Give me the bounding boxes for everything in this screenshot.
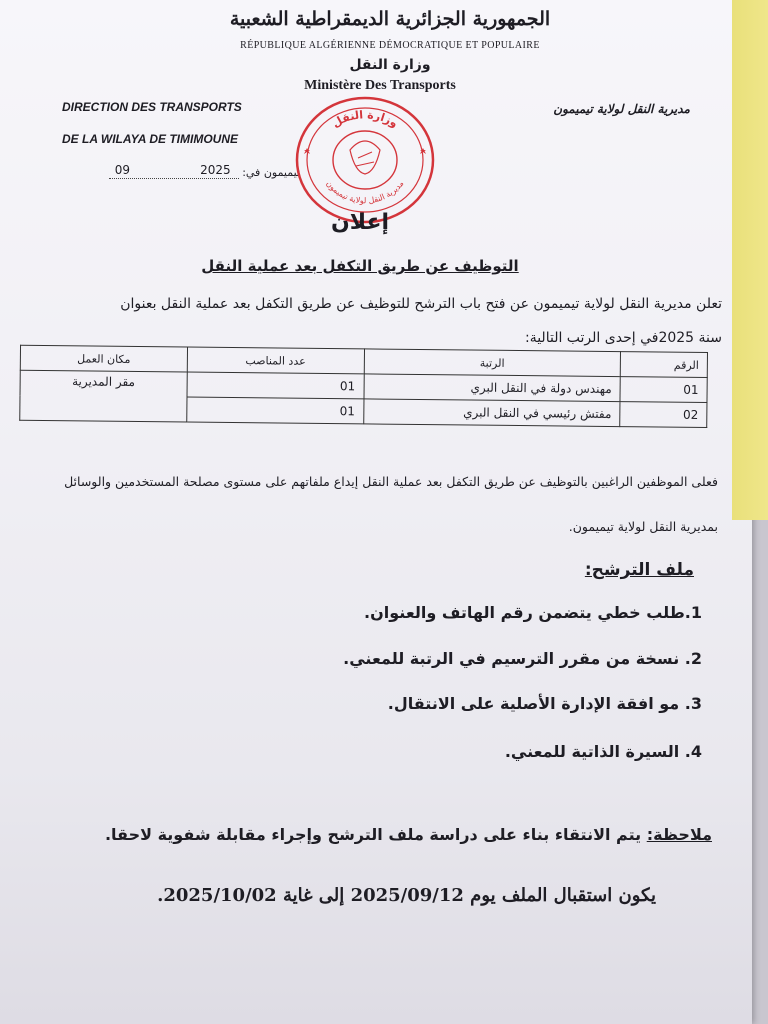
stamp-text-top: وزارة النقل [329, 108, 401, 131]
svg-text:وزارة النقل [330, 108, 400, 130]
ministry-title-fr: Ministère Des Transports [304, 78, 456, 93]
background-yellow-paper [732, 0, 768, 520]
note-label: ملاحظة: [646, 825, 712, 844]
date-dotted-field [109, 163, 239, 179]
date-label: تيميمون في: [242, 166, 300, 179]
header-workplace: مكان العمل [20, 345, 187, 372]
header-rank: الرتبة [364, 349, 621, 377]
row-workplace: مقر المديرية [20, 370, 187, 422]
stamp-text-bottom: مديرية النقل لولاية تيميمون [324, 179, 406, 206]
instructions-line-1: فعلى الموظفين الراغبين بالتوظيف عن طريق التكفل بعد عملية النقل إيداع ملفاتهم على مستوى مصلحة المستخدمين والوسائل [64, 474, 718, 489]
date-day: 09 [114, 163, 130, 177]
intro-line-2: سنة 2025في إحدى الرتب التالية: [524, 330, 722, 346]
direction-ar: مديرية النقل لولاية تيميمون [553, 102, 690, 116]
direction-fr-line1: DIRECTION DES TRANSPORTS [62, 100, 242, 114]
direction-fr-line2: DE LA WILAYA DE TIMIMOUNE [62, 132, 238, 146]
row-number: 01 [620, 377, 707, 403]
row-rank: مفتش رئيسي في النقل البري [363, 399, 620, 427]
file-item-3: 3. مو افقة الإدارة الأصلية على الانتقال. [387, 694, 702, 713]
file-item-2: 2. نسخة من مقرر الترسيم في الرتبة للمعني. [343, 649, 702, 668]
deadline-line: يكون استقبال الملف يوم 2025/09/12 إلى غاية 2025/10/02. [157, 885, 656, 906]
announcement-heading: إعلان [330, 210, 390, 235]
row-rank: مهندس دولة في النقل البري [364, 374, 621, 402]
date-line [50, 163, 300, 179]
stamp-seal-icon [292, 92, 438, 226]
row-posts: 01 [187, 397, 364, 424]
note-text: يتم الانتقاء بناء على دراسة ملف الترشح وإجراء مقابلة شفوية لاحقا. [104, 825, 647, 844]
announcement-subject: التوظيف عن طريق التكفل بعد عملية النقل [201, 257, 519, 275]
file-section-title: ملف الترشح: [584, 560, 694, 580]
instructions-line-2: بمديرية النقل لولاية تيميمون. [568, 519, 718, 534]
row-number: 02 [620, 402, 707, 428]
row-posts: 01 [187, 372, 364, 399]
note-line [105, 825, 712, 844]
intro-line-1: تعلن مديرية النقل لولاية تيميمون عن فتح باب الترشح للتوظيف عن طريق التكفل بعد عملية النقل بعنوان [120, 296, 722, 312]
file-item-4: 4. السيرة الذاتية للمعني. [504, 742, 702, 761]
file-item-1: 1.طلب خطي يتضمن رقم الهاتف والعنوان. [364, 603, 702, 622]
positions-table [19, 345, 708, 428]
ministry-title-ar: وزارة النقل [349, 57, 431, 73]
official-stamp [292, 92, 438, 226]
date-year: 2025 [200, 163, 231, 177]
header-posts: عدد المناصب [187, 347, 364, 374]
svg-text:مديرية النقل لولاية تيميمون [324, 179, 405, 205]
header-number: الرقم [620, 352, 707, 378]
republic-title-ar: الجمهورية الجزائرية الديمقراطية الشعبية [229, 8, 551, 30]
republic-title-fr: RÉPUBLIQUE ALGÉRIENNE DÉMOCRATIQUE ET POPULAIRE [240, 40, 540, 51]
